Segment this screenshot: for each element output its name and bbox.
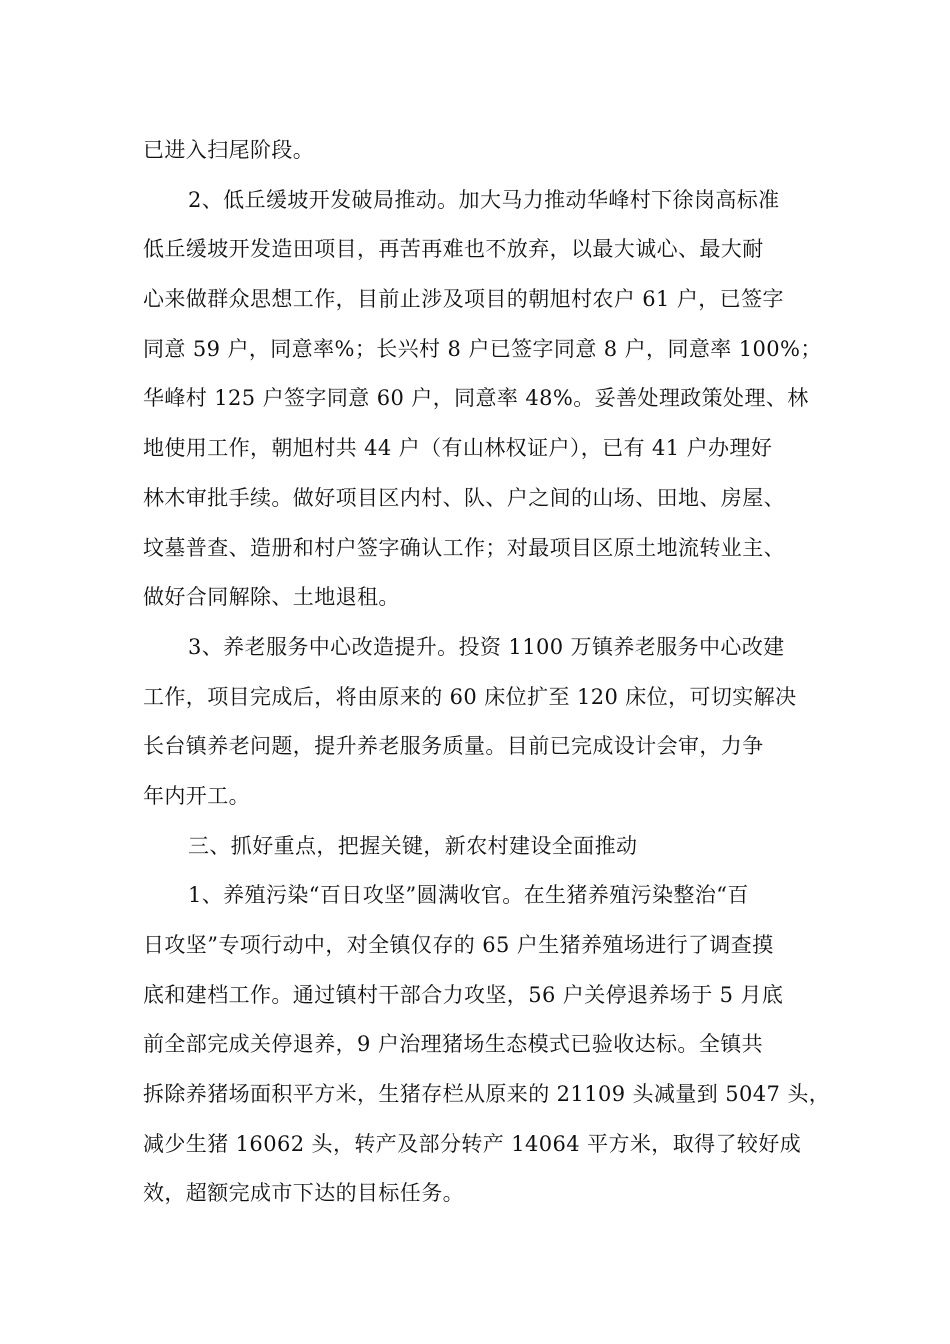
text-line: 底和建档工作。通过镇村干部合力攻坚，56 户关停退养场于 5 月底	[143, 982, 784, 1007]
text-line: 已进入扫尾阶段。	[143, 138, 315, 162]
text-line: 同意 59 户，同意率%；长兴村 8 户已签字同意 8 户，同意率 100%；	[143, 336, 822, 361]
paragraph-heading-line: 3、养老服务中心改造提升。投资 1100 万镇养老服务中心改建	[188, 634, 785, 659]
section-heading: 三、抓好重点，把握关键，新农村建设全面推动	[188, 833, 638, 858]
text-line: 华峰村 125 户签字同意 60 户，同意率 48%。妥善处理政策处理、林	[143, 386, 809, 411]
text-line: 前全部完成关停退养，9 户治理猪场生态模式已验收达标。全镇共	[143, 1032, 764, 1057]
text-line: 年内开工。	[143, 783, 250, 808]
text-line: 减少生猪 16062 头，转产及部分转产 14064 平方米，取得了较好成	[143, 1131, 802, 1156]
text-line: 低丘缓坡开发造田项目，再苦再难也不放弃，以最大诚心、最大耐	[143, 237, 764, 262]
paragraph-heading-line: 1、养殖污染“百日攻坚”圆满收官。在生猪养殖污染整治“百	[188, 883, 749, 908]
text-line: 日攻坚”专项行动中，对全镇仅存的 65 户生猪养殖场进行了调查摸	[143, 933, 774, 957]
text-line: 地使用工作，朝旭村共 44 户（有山林权证户），已有 41 户办理好	[143, 436, 773, 461]
text-line: 效，超额完成市下达的目标任务。	[143, 1181, 464, 1206]
text-line: 林木审批手续。做好项目区内村、队、户之间的山场、田地、房屋、	[143, 485, 785, 510]
text-line: 工作，项目完成后，将由原来的 60 床位扩至 120 床位，可切实解决	[143, 684, 797, 709]
document-body	[143, 126, 831, 1219]
text-line: 长台镇养老问题，提升养老服务质量。目前已完成设计会审，力争	[143, 734, 764, 759]
text-line: 坟墓普查、造册和村户签字确认工作；对最项目区原土地流转业主、	[143, 535, 785, 560]
text-line: 做好合同解除、土地退租。	[143, 585, 400, 610]
paragraph-heading-line: 2、低丘缓坡开发破局推动。加大马力推动华峰村下徐岗高标准	[188, 187, 780, 212]
text-line: 心来做群众思想工作，目前止涉及项目的朝旭村农户 61 户，已签字	[143, 287, 784, 312]
text-line: 拆除养猪场面积平方米，生猪存栏从原来的 21109 头减量到 5047 头，	[143, 1082, 831, 1107]
